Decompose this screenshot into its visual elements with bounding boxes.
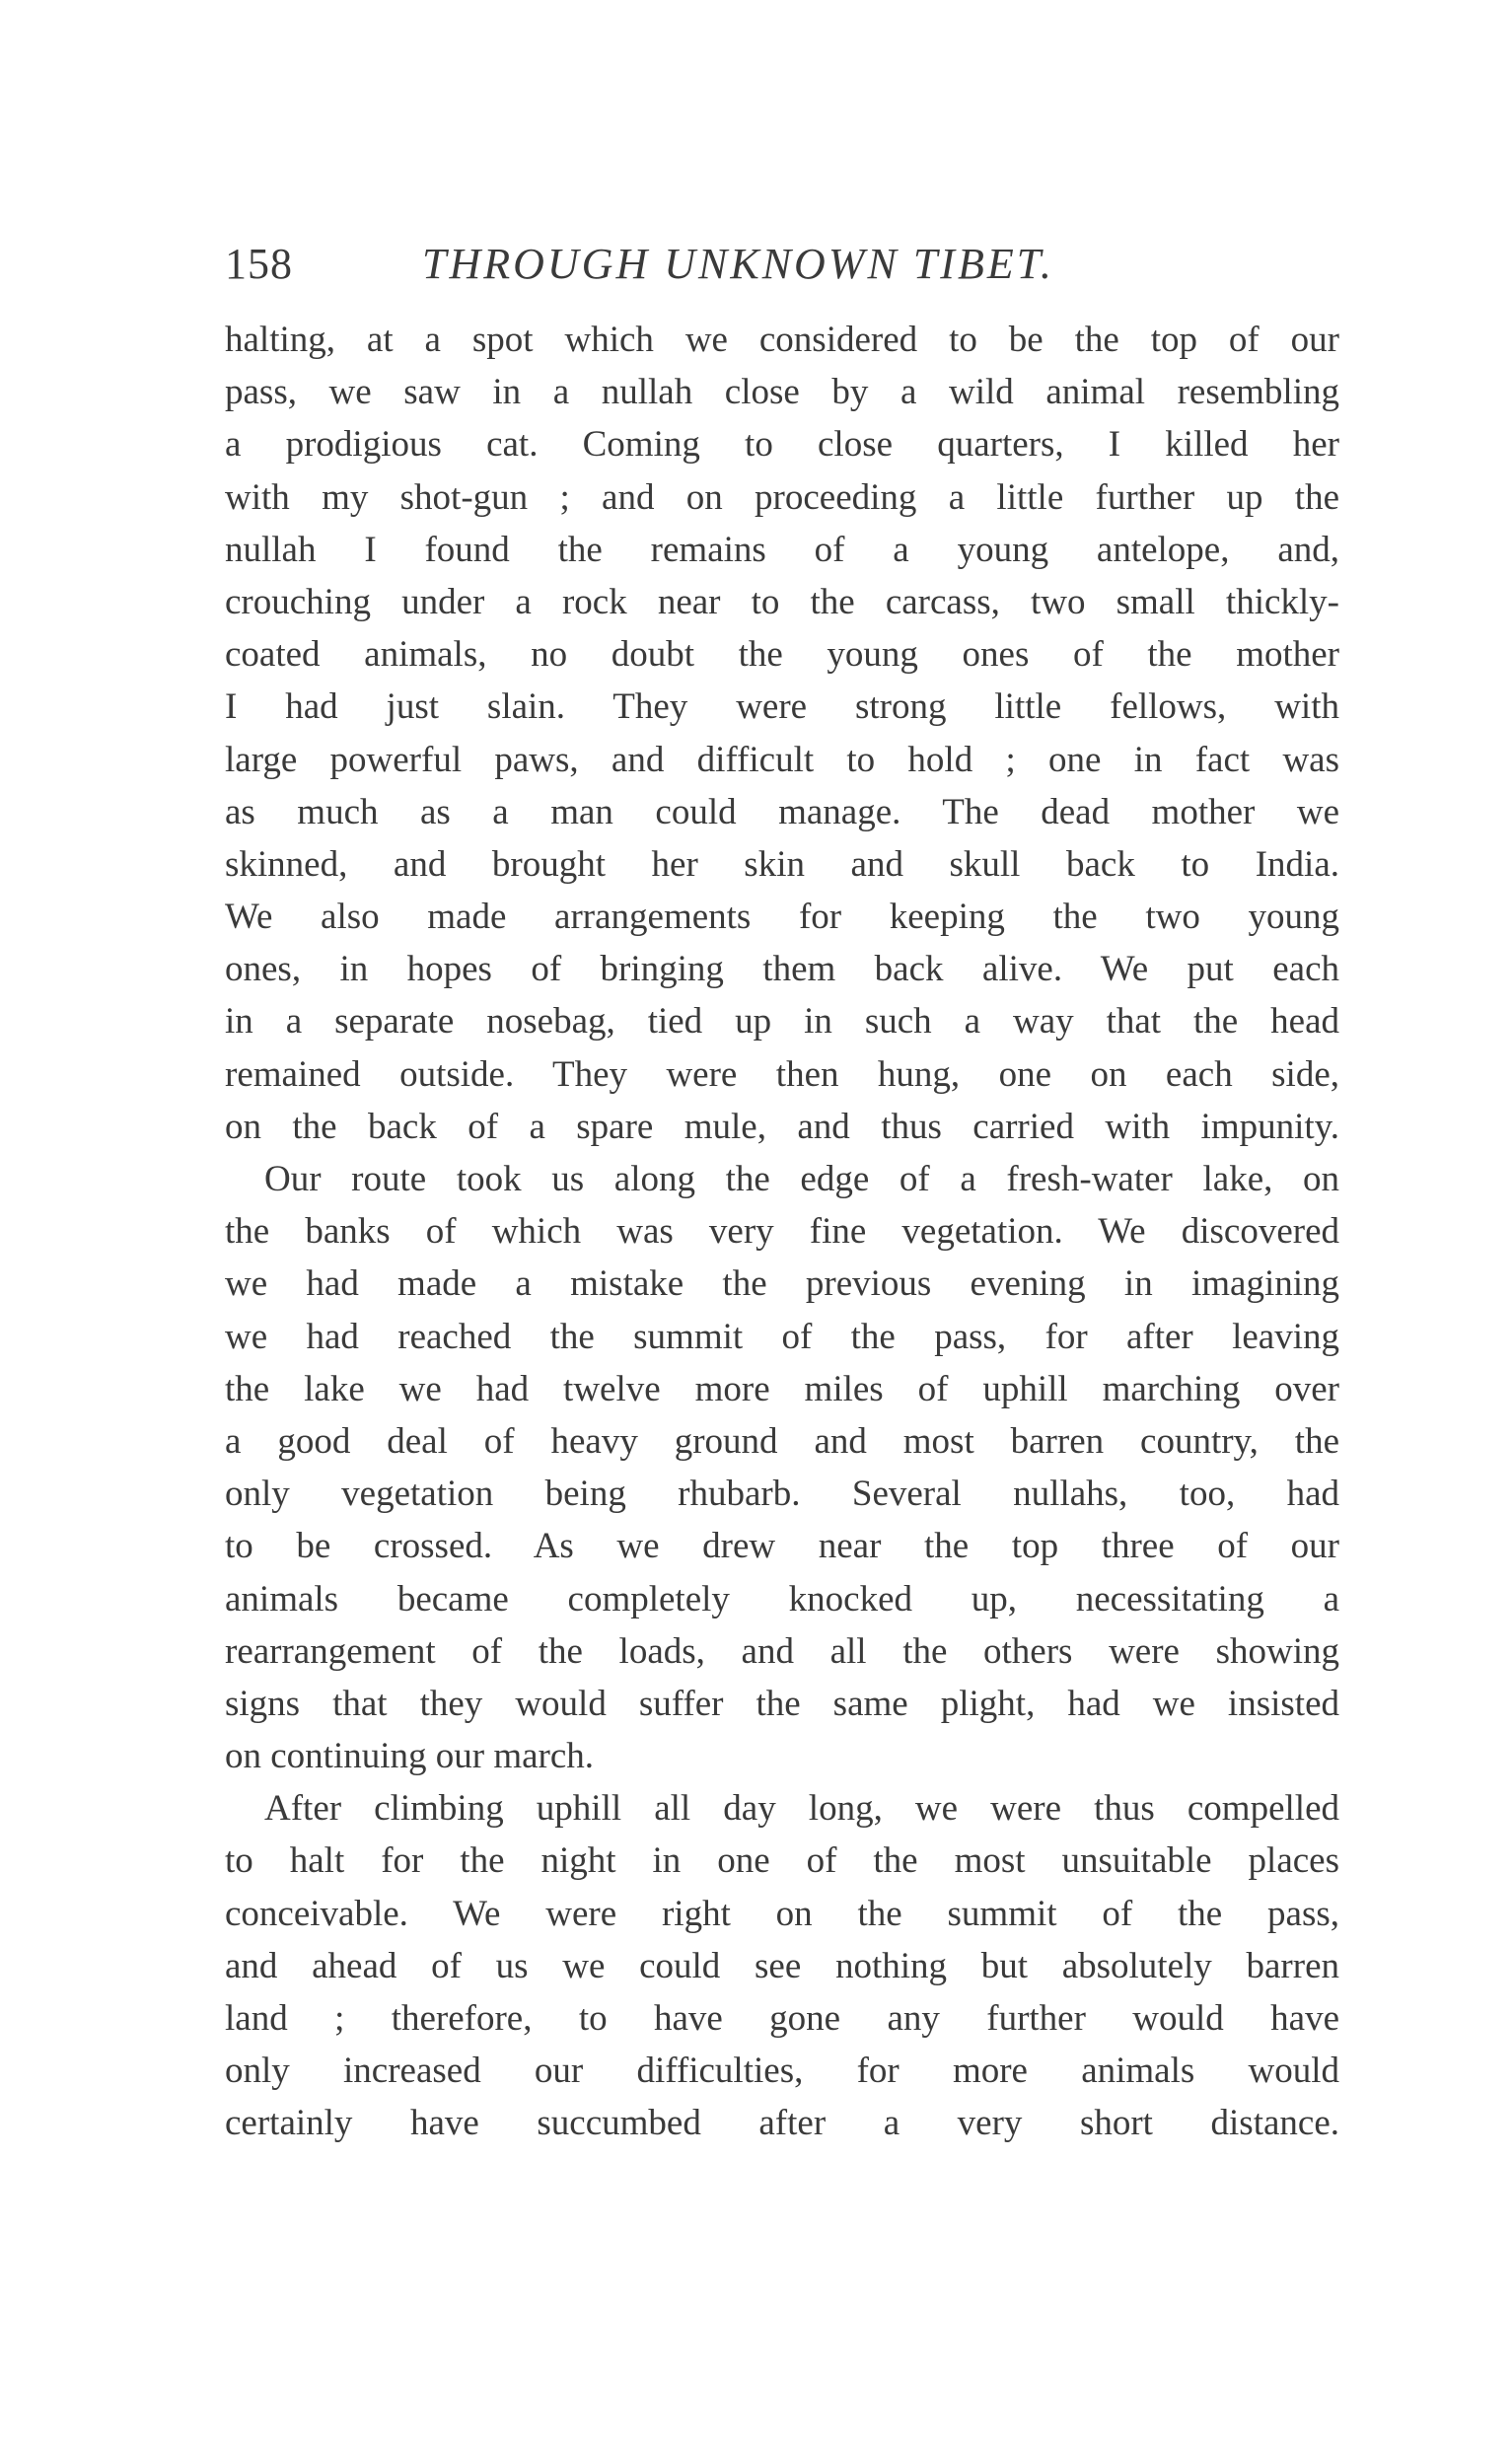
text-line: coated animals, no doubt the young ones of the mother [225, 634, 1339, 676]
text-line: signs that they would suffer the same plight, had we insisted [225, 1683, 1339, 1724]
running-head [225, 235, 1339, 294]
text-line: halting, at a spot which we considered to be the top of our [225, 320, 1339, 360]
body-text [225, 314, 1339, 2150]
text-line: conceivable. We were right on the summit of the pass, [225, 1893, 1339, 1934]
text-line: as much as a man could manage. The dead mother we [225, 791, 1339, 832]
text-line: crouching under a rock near to the carcass, two small thickly- [225, 581, 1339, 622]
text-line: to be crossed. As we drew near the top three of our [225, 1526, 1339, 1567]
text-line: ones, in hopes of bringing them back alive. We put each [225, 949, 1339, 990]
text-line: to halt for the night in one of the most unsuitable places [225, 1840, 1339, 1882]
text-line: remained outside. They were then hung, one on each side, [225, 1053, 1339, 1095]
text-line: the lake we had twelve more miles of uphill marching over [225, 1368, 1339, 1409]
text-line: only increased our difficulties, for more animals would [225, 2051, 1339, 2092]
text-line: large powerful paws, and difficult to hold ; one in fact was [225, 739, 1339, 780]
text-line: and ahead of us we could see nothing but absolutely barren [225, 1945, 1339, 1986]
text-line: we had reached the summit of the pass, for after leaving [225, 1316, 1339, 1357]
text-line: I had just slain. They were strong little fellows, with [225, 686, 1339, 728]
text-line: on continuing our march. [225, 1736, 595, 1777]
text-line: on the back of a spare mule, and thus carried with impunity. [225, 1106, 1339, 1147]
text-line: rearrangement of the loads, and all the others were showing [225, 1630, 1339, 1672]
text-line: nullah I found the remains of a young antelope, and, [225, 529, 1339, 570]
text-line: We also made arrangements for keeping the two young [225, 897, 1339, 938]
text-line: we had made a mistake the previous evening in imagining [225, 1263, 1339, 1305]
text-line: skinned, and brought her skin and skull back to India. [225, 843, 1339, 885]
text-line: in a separate nosebag, tied up in such a way that the head [225, 1001, 1339, 1043]
text-line: the banks of which was very fine vegetation. We discovered [225, 1211, 1339, 1253]
text-line: Our route took us along the edge of a fresh-water lake, on [264, 1159, 1339, 1199]
text-line: certainly have succumbed after a very short distance. [225, 2103, 1339, 2144]
text-line: animals became completely knocked up, necessitating a [225, 1578, 1339, 1619]
running-title: THROUGH UNKNOWN TIBET. [422, 240, 1054, 288]
text-line: After climbing uphill all day long, we were thus compelled [264, 1788, 1339, 1830]
text-line: pass, we saw in a nullah close by a wild animal resembling [225, 372, 1339, 413]
text-line: land ; therefore, to have gone any further would have [225, 1998, 1339, 2039]
text-line: only vegetation being rhubarb. Several nullahs, too, had [225, 1474, 1339, 1515]
text-line: with my shot-gun ; and on proceeding a little further up the [225, 476, 1339, 518]
text-line: a good deal of heavy ground and most barren country, the [225, 1420, 1339, 1462]
page-number: 158 [225, 240, 293, 288]
text-line: a prodigious cat. Coming to close quarters, I killed her [225, 424, 1339, 466]
